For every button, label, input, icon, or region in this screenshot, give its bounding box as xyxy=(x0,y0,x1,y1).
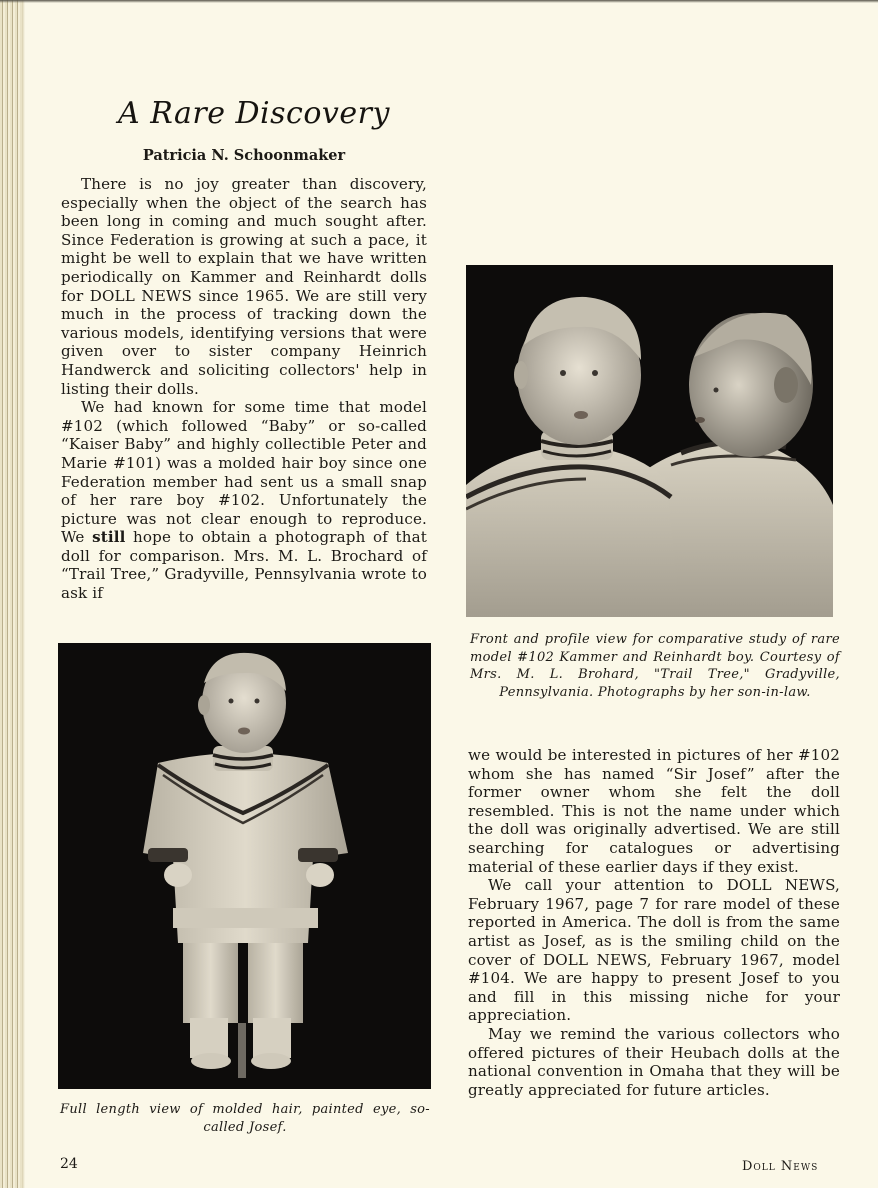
paragraph: We call your attention to DOLL NEWS, February 1967, page 7 for rare model of these reported in America. The doll is from the same artist as Josef, as is the smiling child on the cover of DOLL NEWS, February 1967, model #104. We are happy to present Josef to you and fill in this missing niche for your appreciation. xyxy=(468,876,840,1025)
emphasis-text: still xyxy=(92,528,126,547)
full-length-doll-photo-illustration xyxy=(58,643,431,1089)
paragraph: There is no joy greater than discovery, especially when the object of the search has been long in coming and much sought after. Since Federation is growing at such a pace, it might be well to explain that we have written periodically on Kammer and Reinhardt dolls for DOLL NEWS since 1965. We are still very much in the process of tracking down the various models, identifying versions that were given over to sister company Heinrich Handwerck and soliciting collectors' help in listing their dolls. xyxy=(61,175,427,398)
publication-name: Doll News xyxy=(742,1159,819,1174)
book-page-edges xyxy=(0,0,22,1188)
photo-full-length-josef xyxy=(58,643,431,1089)
page-number: 24 xyxy=(60,1156,78,1172)
author-byline: Patricia N. Schoonmaker xyxy=(142,147,346,164)
paragraph: we would be interested in pictures of her #102 whom she has named “Sir Josef” after the former owner whom she felt the doll resembled. This is not the name under which the doll was originally advertised. We are still searching for catalogues or advertising material of these earlier days if they exist. xyxy=(468,746,840,876)
page-top-shadow xyxy=(0,0,878,3)
bottom-photo-caption: Full length view of molded hair, painted eye, so-called Josef. xyxy=(60,1102,430,1135)
paragraph: May we remind the various collectors who offered pictures of their Heubach dolls at the national convention in Omaha that they will be greatly appreciated for future articles. xyxy=(468,1024,840,1099)
paragraph xyxy=(61,398,427,603)
paragraph-text: hope to obtain a photograph of that doll for comparison. Mrs. M. L. Brochard of “Trail Tree,” Gradyville, Pennsylvania wrote to ask if xyxy=(61,528,427,603)
right-text-column xyxy=(468,746,840,1099)
photo-front-and-profile-dolls xyxy=(466,265,833,617)
article-title: A Rare Discovery xyxy=(118,96,390,131)
paragraph-text: We had known for some time that model #102 (which followed “Baby” or so-called “Kaiser Baby” and highly collectible Peter and Marie #101) was a molded hair boy since one Federation member had sent us a small snap of her rare boy #102. Unfortunately the picture was not clear enough to reproduce. We xyxy=(61,398,427,547)
doll-pair-photo-illustration xyxy=(466,265,833,617)
top-photo-caption: Front and profile view for comparative study of rare model #102 Kammer and Reinhardt boy. Courtesy of Mrs. M. L. Brohard, "Trail Tree," Gradyville, Pennsylvania. Photographs by her son-in-law. xyxy=(470,632,840,700)
left-text-column xyxy=(61,175,427,603)
